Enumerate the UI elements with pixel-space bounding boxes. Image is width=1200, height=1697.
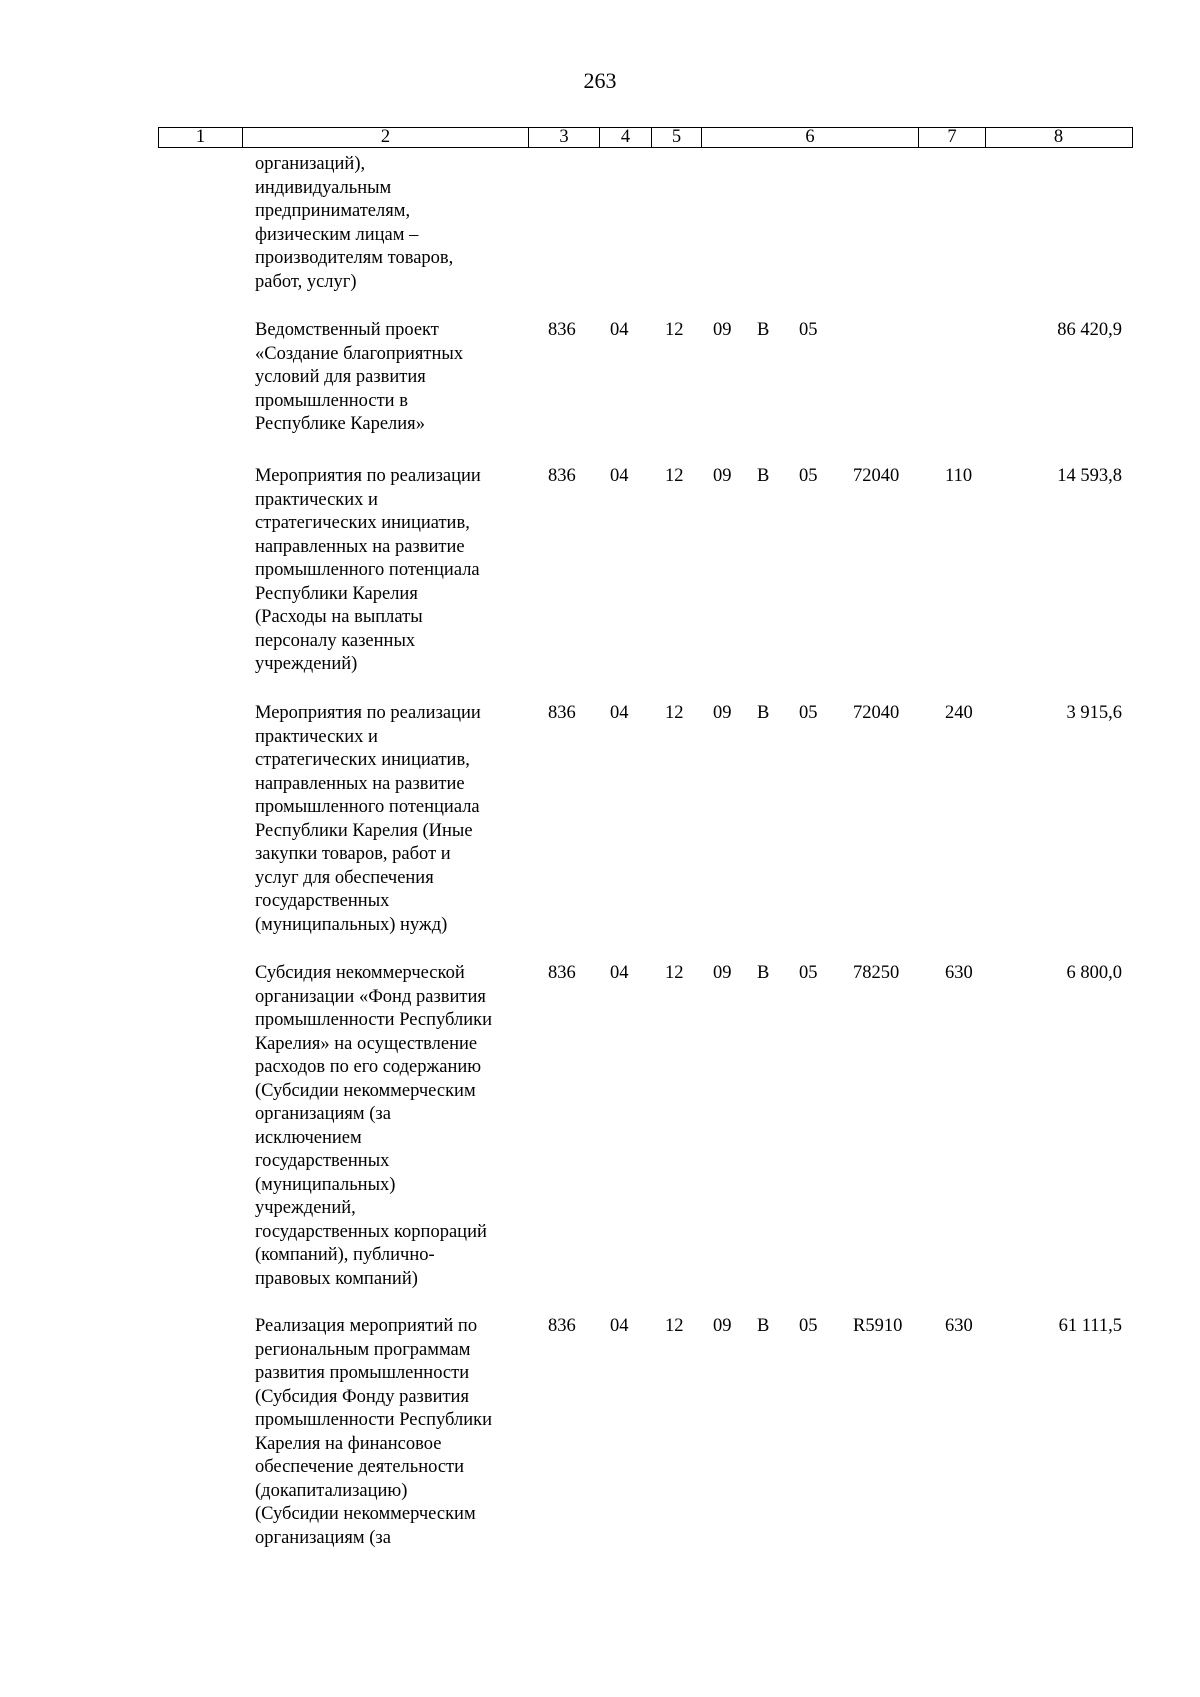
description-line: учреждений)	[255, 654, 358, 674]
table-header	[158, 127, 1133, 148]
description-line: условий для развития	[255, 367, 426, 387]
description-line: Мероприятия по реализации	[255, 703, 481, 723]
row-col-c3: 836	[548, 320, 576, 340]
description-line: Субсидия некоммерческой	[255, 963, 465, 983]
description-line: правовых компаний)	[255, 1268, 418, 1289]
description-line: индивидуальным	[255, 177, 392, 198]
row-col-c6b: В	[757, 466, 770, 486]
row-col-c6c: 05	[799, 320, 818, 340]
description-line: Карелия» на осуществление	[255, 1033, 478, 1054]
description-line: практических и	[255, 726, 378, 747]
description-line: направленных на развитие	[255, 536, 465, 557]
description-line: физическим лицам –	[255, 224, 419, 245]
description-line: исключением	[255, 1127, 362, 1148]
row-description	[255, 1315, 530, 1550]
description-line: (компаний), публично-	[255, 1245, 435, 1265]
description-line: промышленности Республики	[255, 1410, 493, 1430]
description-line: организаций),	[255, 154, 366, 174]
description-line: Республике Карелия»	[255, 414, 425, 434]
row-description	[255, 465, 530, 677]
description-line: стратегических инициатив,	[255, 513, 470, 533]
description-line: промышленного потенциала	[255, 560, 480, 580]
description-line: организациям (за	[255, 1104, 391, 1124]
description-line: государственных	[255, 891, 390, 911]
row-description	[255, 153, 530, 294]
header-col-4: 4	[600, 128, 652, 147]
description-line: обеспечение деятельности	[255, 1457, 465, 1477]
description-line: стратегических инициатив,	[255, 750, 470, 770]
page-number: 263	[583, 68, 617, 93]
description-line: государственных	[255, 1151, 390, 1171]
row-col-c6a: 09	[713, 320, 732, 340]
row-col-c4: 04	[610, 703, 629, 723]
header-col-3: 3	[529, 128, 600, 147]
row-col-c4: 04	[610, 320, 629, 340]
description-line: практических и	[255, 489, 378, 510]
description-line: учреждений,	[255, 1198, 356, 1218]
description-line: Карелия на финансовое	[255, 1433, 442, 1454]
header-col-5: 5	[652, 128, 702, 147]
description-line: промышленности Республики	[255, 1010, 493, 1030]
row-description	[255, 702, 530, 937]
row-col-c7: 630	[945, 963, 973, 983]
row-col-c6d: 72040	[853, 703, 900, 723]
description-line: (Субсидии некоммерческим	[255, 1080, 476, 1101]
row-col-c8: 14 593,8	[1057, 466, 1122, 486]
description-line: (Субсидии некоммерческим	[255, 1504, 476, 1524]
row-col-c6b: В	[757, 963, 770, 983]
description-line: предпринимателям,	[255, 201, 411, 221]
row-col-c4: 04	[610, 466, 629, 486]
row-col-c3: 836	[548, 466, 576, 486]
row-description	[255, 319, 530, 437]
row-col-c8: 61 111,5	[1058, 1316, 1122, 1336]
row-col-c6b: В	[757, 703, 770, 723]
row-description	[255, 962, 530, 1291]
row-col-c4: 04	[610, 963, 629, 983]
row-col-c6c: 05	[799, 703, 818, 723]
row-col-c6a: 09	[713, 466, 732, 486]
description-line: Республики Карелия (Иные	[255, 820, 473, 841]
description-line: производителям товаров,	[255, 248, 454, 268]
description-line: промышленного потенциала	[255, 797, 480, 817]
description-line: организациям (за	[255, 1527, 391, 1548]
row-col-c3: 836	[548, 1316, 576, 1336]
description-line: региональным программам	[255, 1339, 471, 1360]
row-col-c6c: 05	[799, 1316, 818, 1336]
row-col-c8: 3 915,6	[1066, 703, 1122, 723]
description-line: услуг для обеспечения	[255, 867, 434, 888]
header-col-1: 1	[159, 128, 243, 147]
description-line: «Создание благоприятных	[255, 343, 464, 364]
description-line: (муниципальных) нужд)	[255, 914, 448, 935]
row-col-c7: 630	[945, 1316, 973, 1336]
description-line: персоналу казенных	[255, 630, 416, 651]
row-col-c6d: 72040	[853, 466, 900, 486]
row-col-c5: 12	[665, 1316, 684, 1336]
description-line: расходов по его содержанию	[255, 1057, 482, 1077]
header-col-8: 8	[1053, 127, 1064, 147]
row-col-c8: 86 420,9	[1057, 320, 1122, 340]
row-col-c5: 12	[665, 963, 684, 983]
header-col-7: 7	[919, 128, 986, 147]
row-col-c5: 12	[665, 466, 684, 486]
row-col-c6a: 09	[713, 1316, 732, 1336]
description-line: направленных на развитие	[255, 773, 465, 794]
row-col-c5: 12	[665, 320, 684, 340]
description-line: Мероприятия по реализации	[255, 466, 481, 486]
description-line: (Субсидия Фонду развития	[255, 1386, 469, 1407]
description-line: Реализация мероприятий по	[255, 1316, 478, 1336]
row-col-c7: 240	[945, 703, 973, 723]
header-col-6: 6	[702, 128, 919, 147]
row-col-c6a: 09	[713, 703, 732, 723]
row-col-c6a: 09	[713, 963, 732, 983]
row-col-c3: 836	[548, 703, 576, 723]
row-col-c6b: В	[757, 320, 770, 340]
row-col-c8: 6 800,0	[1066, 963, 1122, 983]
row-col-c7: 110	[945, 466, 973, 486]
row-col-c6b: В	[757, 1316, 770, 1336]
description-line: (докапитализацию)	[255, 1480, 408, 1501]
header-col-2: 2	[243, 128, 529, 147]
description-line: государственных корпораций	[255, 1221, 487, 1242]
description-line: (Расходы на выплаты	[255, 607, 423, 627]
description-line: закупки товаров, работ и	[255, 844, 451, 864]
row-col-c6c: 05	[799, 963, 818, 983]
description-line: работ, услуг)	[255, 271, 357, 292]
row-col-c6c: 05	[799, 466, 818, 486]
row-col-c5: 12	[665, 703, 684, 723]
row-col-c4: 04	[610, 1316, 629, 1336]
description-line: промышленности в	[255, 390, 408, 411]
row-col-c6d: R5910	[853, 1316, 903, 1336]
row-col-c3: 836	[548, 963, 576, 983]
description-line: (муниципальных)	[255, 1174, 396, 1195]
description-line: Ведомственный проект	[255, 320, 439, 340]
row-col-c6d: 78250	[853, 963, 900, 983]
description-line: организации «Фонд развития	[255, 986, 486, 1007]
description-line: развития промышленности	[255, 1363, 470, 1383]
description-line: Республики Карелия	[255, 583, 418, 604]
